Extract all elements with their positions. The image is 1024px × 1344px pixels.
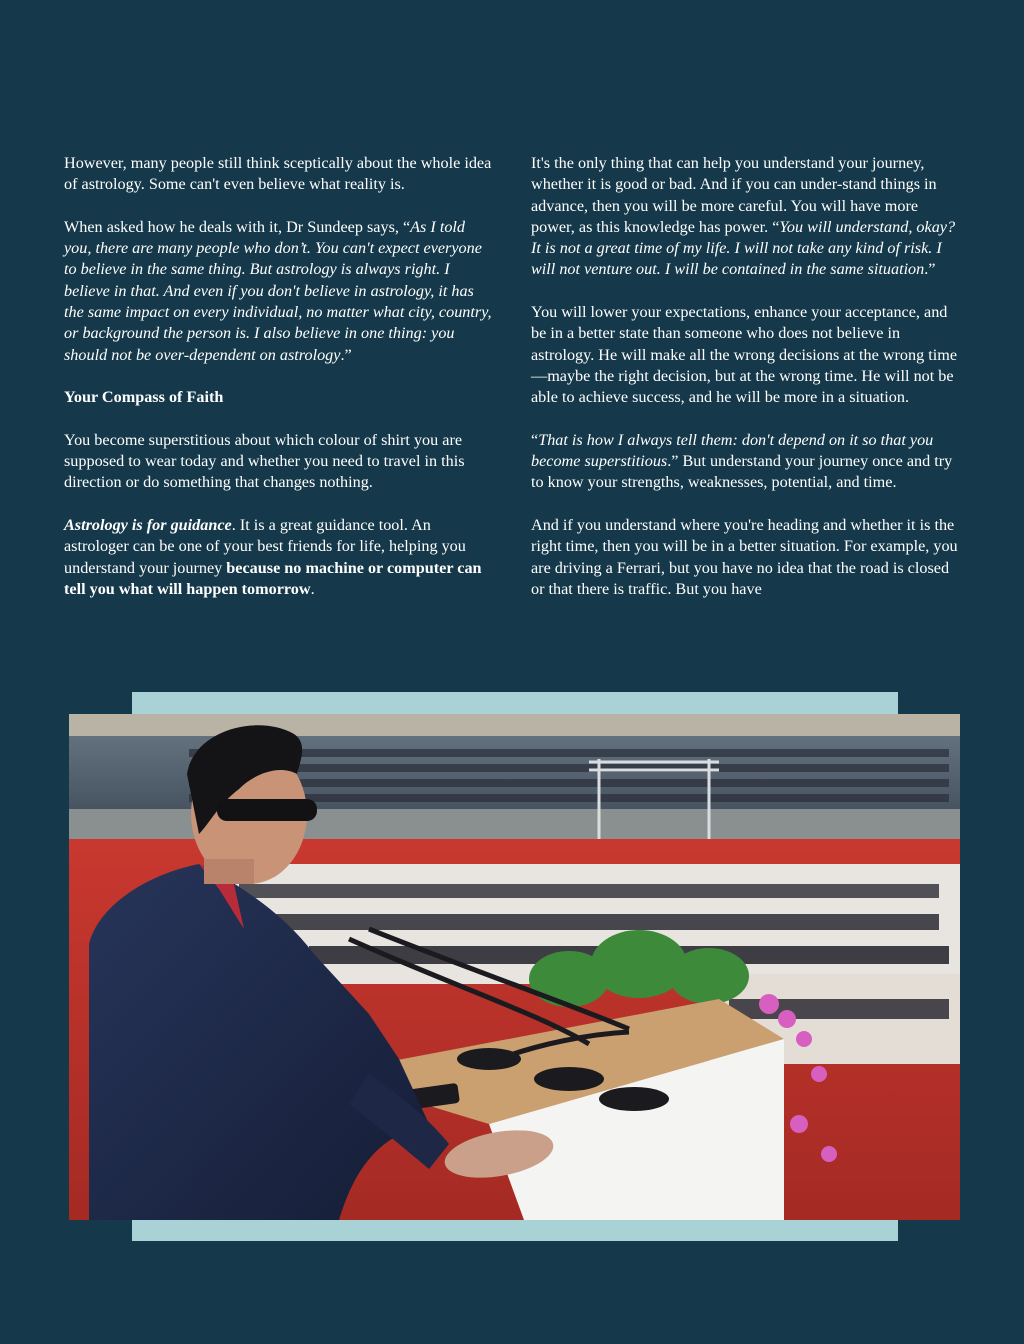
paragraph-guidance: [64, 515, 494, 600]
stadium-speech-illustration: [69, 714, 960, 1220]
paragraph: You become superstitious about which colour of shirt you are supposed to wear today and whether you need to travel in this direction or do something that changes nothing.: [64, 430, 465, 492]
quote-text: You will understand, okay? It is not a great time of my life. I will not take any kind of risk. I will not venture out. I will be contained in the same situation: [531, 217, 956, 279]
right-column: [531, 153, 963, 622]
body-text: It's the only thing that can help you understand your journey, whether it is good or bad. And if you can under-stand things in advance, then you will be more careful. You will have more power, as this knowledge has power. “: [531, 154, 937, 236]
stadium-roof-edge: [69, 714, 960, 736]
left-column: [64, 153, 494, 622]
lead-phrase: Astrology is for guidance: [64, 516, 232, 535]
paragraph: And if you understand where you're heading and whether it is the right time, then you will be in a better situation. For example, you are driving a Ferrari, but you have no idea that the road is closed or that there is traffic. But you have: [531, 516, 958, 598]
paragraph-quote: [531, 153, 963, 281]
emphasis-text: because no machine or computer can tell you what will happen tomorrow: [64, 558, 482, 598]
quote-intro: When asked how he deals with it, Dr Sundeep says, “: [64, 217, 411, 236]
quote-close: .”: [340, 345, 352, 364]
paragraph: However, many people still think sceptically about the whole idea of astrology. Some can't even believe what reality is.: [64, 154, 492, 194]
paragraph: You will lower your expectations, enhance your acceptance, and be in a better state than someone who does not believe in astrology. He will make all the wrong decisions at the wrong time—maybe the right decision, but at the wrong time. He will not be able to achieve success, and he will be more in a situation.: [531, 303, 958, 407]
quote-close: .”: [924, 260, 936, 279]
body-text: .” But understand your journey once and try to know your strengths, weaknesses, potential, and time.: [531, 452, 953, 492]
section-heading: Your Compass of Faith: [64, 388, 224, 407]
quote-text: As I told you, there are many people who don’t. You can't expect everyone to believe in the same thing. But astrology is always right. I believe in that. And even if you don't believe in astrology, it has the same impact on every individual, no matter what city, country, or background the person is. I also believe in one thing: you should not be over-dependent on astrology: [64, 217, 492, 364]
photo-frame-bottom: [132, 1220, 898, 1241]
paragraph-quote: [531, 430, 963, 494]
paragraph-quote: [64, 217, 494, 366]
body-text: . It is a great guidance tool. An astrologer can be one of your best friends for life, helping you understand your journey: [64, 516, 466, 577]
speaker-photo: [69, 714, 960, 1220]
body-text-end: .: [310, 579, 315, 598]
quote-text: That is how I always tell them: don't depend on it so that you become superstitious: [531, 430, 934, 471]
quote-open: “: [531, 430, 539, 449]
photo-frame-top: [132, 692, 898, 714]
